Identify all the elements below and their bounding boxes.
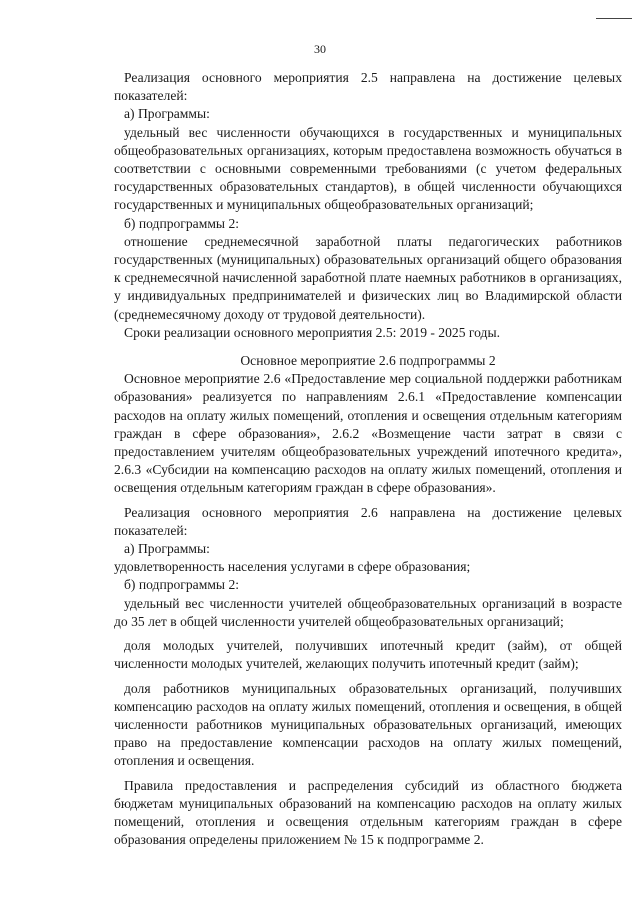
paragraph: Реализация основного мероприятия 2.5 направлена на достижение целевых показателей: xyxy=(114,70,622,104)
paragraph: удельный вес численности обучающихся в государственных и муниципальных общеобразовательных организациях, которым предоставлена возможность обучаться в соответствии с основными современными требованиями (с учетом федеральных государственных образовательных стандартов), в общей численности обучающихся государственных и муниципальных общеобразовательных организаций; xyxy=(114,124,622,213)
list-label: б) подпрограммы 2: xyxy=(124,215,240,231)
paragraph: удовлетворенность населения услугами в сфере образования; xyxy=(114,559,471,575)
paragraph: Реализация основного мероприятия 2.6 направлена на достижение целевых показателей: xyxy=(114,504,622,538)
page-number: 30 xyxy=(314,42,326,56)
list-label: б) подпрограммы 2: xyxy=(124,577,240,593)
paragraph: Правила предоставления и распределения субсидий из областного бюджета бюджетам муниципальных образований на компенсацию расходов на оплату жилых помещений, отопления и освещения отдельным категориям граждан в сфере образования определены приложением № 15 к подпрограмме 2. xyxy=(114,777,622,848)
corner-mark xyxy=(596,18,632,19)
section-heading: Основное мероприятие 2.6 подпрограммы 2 xyxy=(240,353,496,369)
paragraph: доля работников муниципальных образовательных организаций, получивших компенсацию расходов на оплату жилых помещений, отопления и освещения, в общей численности работников муниципальных образовательных организаций, имеющих право на предоставление компенсации расходов на оплату жилых помещений, отопления и освещения. xyxy=(114,680,622,769)
paragraph: доля молодых учителей, получивших ипотечный кредит (займ), от общей численности молодых учителей, желающих получить ипотечный кредит (займ); xyxy=(114,638,622,672)
paragraph: Сроки реализации основного мероприятия 2.5: 2019 - 2025 годы. xyxy=(124,324,500,340)
paragraph: отношение среднемесячной заработной платы педагогических работников государственных (муниципальных) образовательных организаций общего образования к среднемесячной начисленной заработной плате наемных работников в организациях, у индивидуальных предпринимателей и физических лиц во Владимирской области (среднемесячному доходу от трудовой деятельности). xyxy=(114,233,622,322)
list-label: а) Программы: xyxy=(124,541,210,557)
paragraph: удельный вес численности учителей общеобразовательных организаций в возрасте до 35 лет в общей численности учителей общеобразовательных организаций; xyxy=(114,595,622,629)
document-body xyxy=(114,69,622,849)
paragraph: Основное мероприятие 2.6 «Предоставление мер социальной поддержки работникам образования» реализуется по направлениям 2.6.1 «Предоставление компенсации расходов на оплату жилых помещений, отопления и освещения отдельным категориям граждан в сфере образования», 2.6.2 «Возмещение части затрат в связи с предоставлением учителям общеобразовательных учреждений ипотечного кредита», 2.6.3 «Субсидии на компенсацию расходов на оплату жилых помещений, отопления и освещения отдельным категориям граждан в сфере образования». xyxy=(114,371,622,496)
list-label: а) Программы: xyxy=(124,106,210,122)
